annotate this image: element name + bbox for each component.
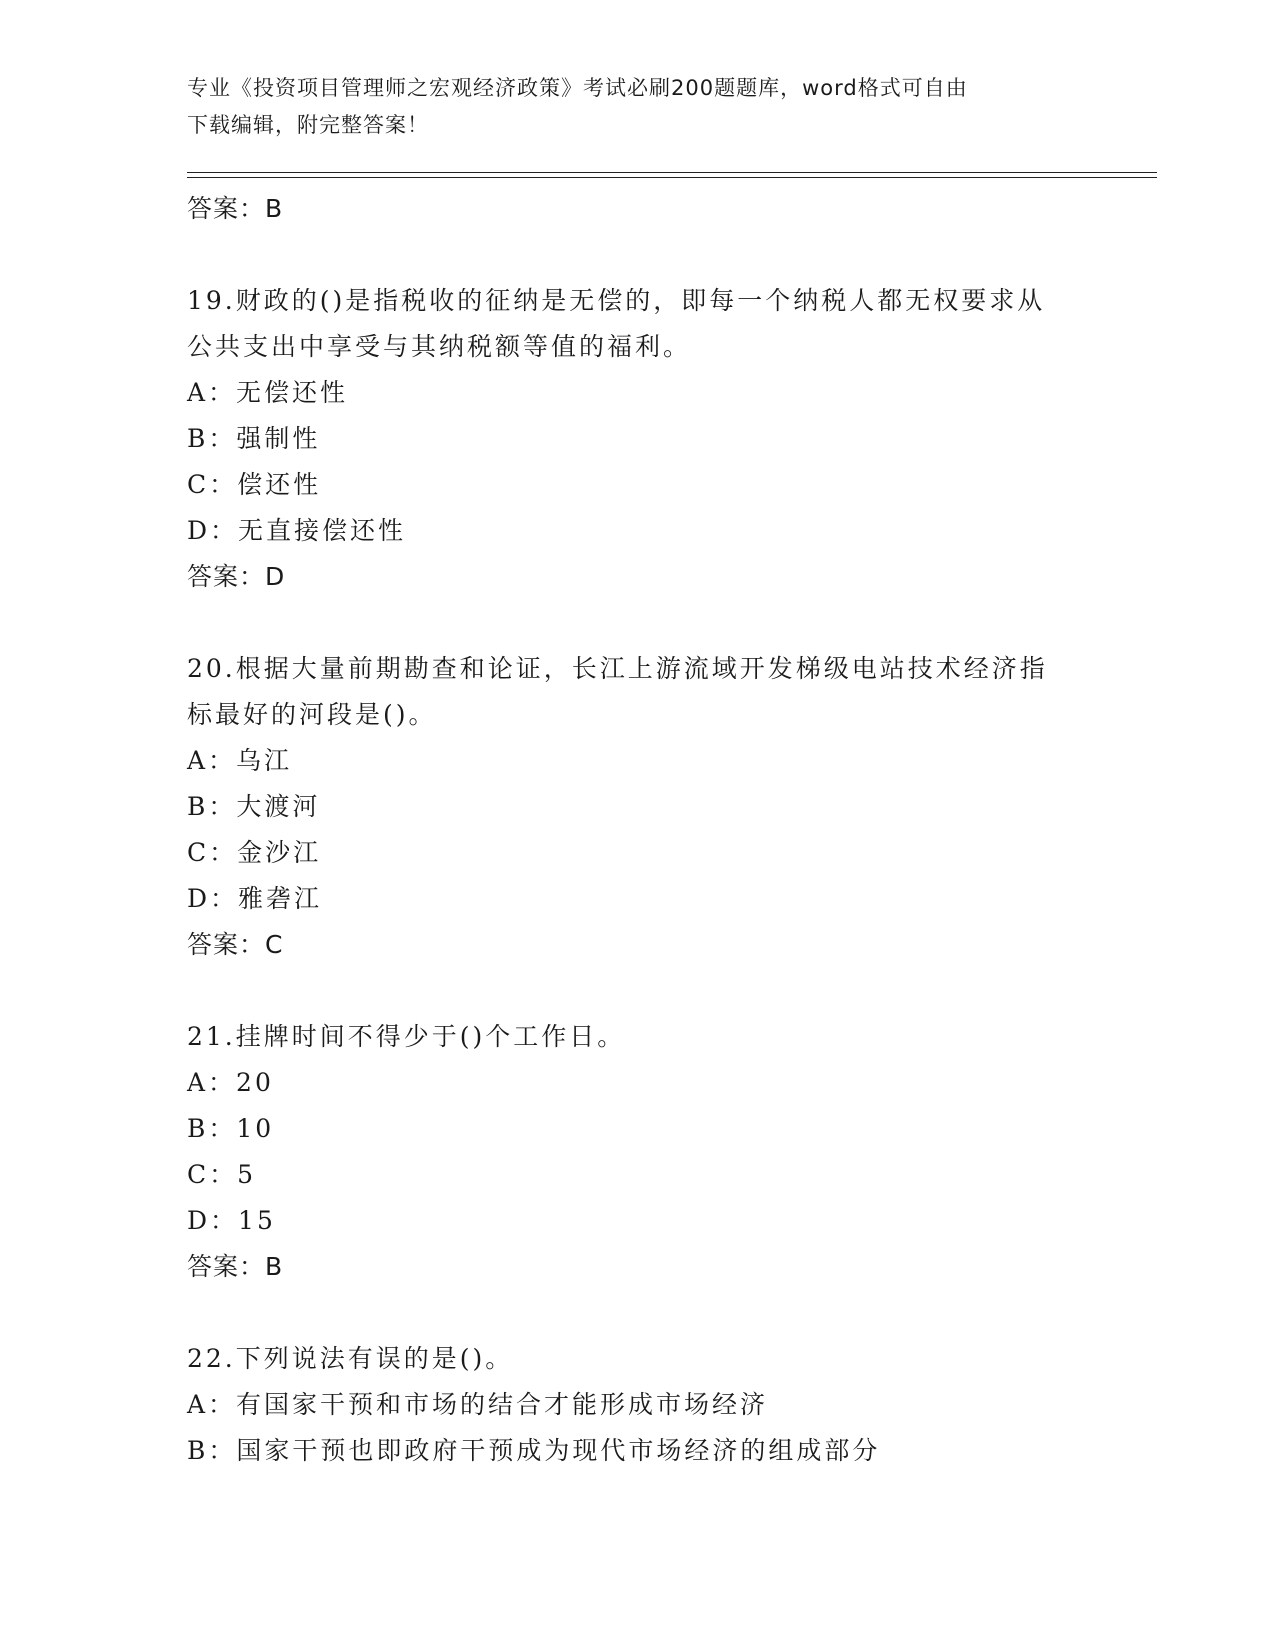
question-19-stem-line-2: 公共支出中享受与其纳税额等值的福利。 bbox=[187, 332, 692, 361]
question-20 bbox=[187, 646, 1167, 968]
question-19-answer: 答案：D bbox=[187, 562, 286, 591]
question-21-stem-line-1: 21.挂牌时间不得少于()个工作日。 bbox=[187, 1022, 626, 1051]
question-21 bbox=[187, 1014, 1167, 1290]
answer-18: 答案：B bbox=[187, 194, 284, 223]
question-20-stem-line-2: 标最好的河段是()。 bbox=[187, 700, 437, 729]
header-divider-top bbox=[187, 172, 1157, 173]
spacer bbox=[187, 968, 1167, 1014]
question-19-stem-line-1: 19.财政的()是指税收的征纳是无偿的，即每一个纳税人都无权要求从 bbox=[187, 286, 1046, 315]
question-21-option-a: A：20 bbox=[187, 1068, 274, 1097]
question-20-option-d: D：雅砻江 bbox=[187, 884, 323, 913]
spacer bbox=[187, 232, 1167, 278]
question-20-option-b: B：大渡河 bbox=[187, 792, 321, 821]
question-19-option-b: B：强制性 bbox=[187, 424, 321, 453]
question-20-option-c: C：金沙江 bbox=[187, 838, 322, 867]
question-20-answer: 答案：C bbox=[187, 930, 284, 959]
spacer bbox=[187, 600, 1167, 646]
question-19 bbox=[187, 278, 1167, 600]
question-19-option-a: A：无偿还性 bbox=[187, 378, 349, 407]
question-22-stem-line-1: 22.下列说法有误的是()。 bbox=[187, 1344, 514, 1373]
question-21-option-c: C：5 bbox=[187, 1160, 257, 1189]
question-21-option-d: D：15 bbox=[187, 1206, 276, 1235]
question-20-stem-line-1: 20.根据大量前期勘查和论证，长江上游流域开发梯级电站技术经济指 bbox=[187, 654, 1048, 683]
header-divider-bottom bbox=[187, 177, 1157, 178]
question-list bbox=[187, 186, 1167, 1474]
question-19-option-d: D：无直接偿还性 bbox=[187, 516, 407, 545]
header-line-2: 下载编辑，附完整答案！ bbox=[187, 113, 429, 137]
question-21-option-b: B：10 bbox=[187, 1114, 275, 1143]
question-20-option-a: A：乌江 bbox=[187, 746, 293, 775]
question-22 bbox=[187, 1336, 1167, 1474]
spacer bbox=[187, 1290, 1167, 1336]
question-22-option-a: A：有国家干预和市场的结合才能形成市场经济 bbox=[187, 1390, 769, 1419]
question-19-option-c: C：偿还性 bbox=[187, 470, 322, 499]
header-line-1: 专业《投资项目管理师之宏观经济政策》考试必刷200题题库，word格式可自由 bbox=[187, 76, 968, 100]
document-header bbox=[187, 70, 1087, 144]
question-21-answer: 答案：B bbox=[187, 1252, 284, 1281]
question-22-option-b: B：国家干预也即政府干预成为现代市场经济的组成部分 bbox=[187, 1436, 881, 1465]
